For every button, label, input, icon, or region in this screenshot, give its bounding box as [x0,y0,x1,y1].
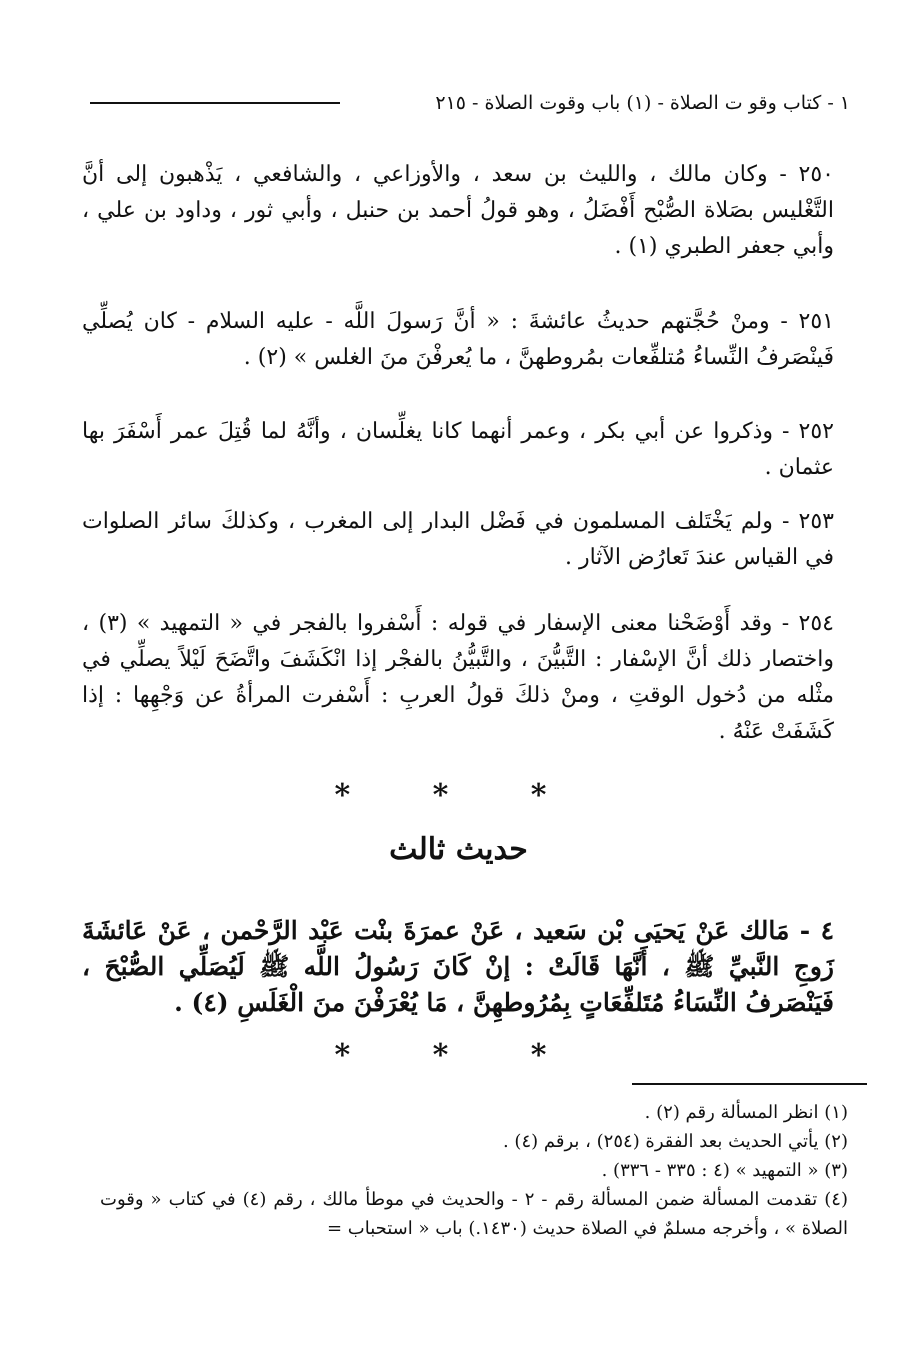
footnote-3: (٣) « التمهيد » (٤ : ٣٣٥ - ٣٣٦) . [601,1160,848,1181]
paragraph-250: ٢٥٠ - وكان مالك ، والليث بن سعد ، والأوزاعي ، والشافعي ، يَذْهبون إلى أنَّ التَّغْليس بصَلاة الصُّبْح أَفْضَلُ ، وهو قولُ أحمد بن حنبل ، وأبي ثور ، وداود بن علي ، وأبي جعفر الطبري (١) . [82,162,834,259]
header-rule [90,102,340,104]
section-separator-bottom: * * * [334,1038,583,1073]
header-title: ١ - كتاب وقو ت الصلاة - (١) باب وقوت الصلاة - ٢١٥ [435,92,850,114]
paragraph-253: ٢٥٣ - ولم يَخْتَلف المسلمون في فَضْل البدار إلى المغرب ، وكذلكَ سائر الصلوات في القياس عندَ تَعارُض الآثار . [82,509,834,570]
footnotes [100,1098,848,1243]
paragraph-251: ٢٥١ - ومنْ حُجَّتهم حديثُ عائشةَ : « أنَّ رَسولَ اللَّه - عليه السلام - كان يُصلِّي فَينْصَرفُ النِّساءُ مُتلفِّعات بمُروطهنَّ ، ما يُعرفْنَ منَ الغلس » (٢) . [82,309,834,370]
footnote-4: (٤) تقدمت المسألة ضمن المسألة رقم - ٢ - والحديث في موطأ مالك ، رقم (٤) في كتاب « وقوت الصلاة » ، وأخرجه مسلمٌ في الصلاة حديث (١٤٣٠.) باب « استحباب = [100,1189,848,1239]
paragraph-252: ٢٥٢ - وذكروا عن أبي بكر ، وعمر أنهما كانا يغلِّسان ، وأنَّهُ لما قُتِلَ عمر أَسْفَرَ بها عثمان . [82,419,834,480]
section-separator: * * * [334,778,583,813]
hadith-text: ٤ - مَالك عَنْ يَحيَى بْن سَعيد ، عَنْ عمرَةَ بنْت عَبْد الرَّحْمن ، عَنْ عَائشَةَ زَوجِ النَّبيِّ ﷺ ، أَنَّهَا قَالَتْ : إنْ كَانَ رَسُولُ اللَّه ﷺ لَيُصَلِّي الصُّبْحَ ، فَيَنْصَرفُ النِّسَاءُ مُتَلفِّعَاتٍ بِمُرُوطهِنَّ ، مَا يُعْرَفْنَ منَ الْغَلَسِ (٤) . [82,916,834,1017]
running-header [90,88,850,118]
paragraph-254: ٢٥٤ - وقد أَوْضَحْنا معنى الإسفار في قوله : أَسْفروا بالفجر في « التمهيد » (٣) ، واختصار ذلك أنَّ الإسْفار : التَّبيُّنَ ، والتَّبيُّنُ بالفجْر إذا انْكَشَفَ واتَّضَحَ لَيْلاً يصلِّي في مثْله من دُخول الوقتِ ، ومنْ ذلكَ قولُ العربِ : أَسْفرت المرأةُ عن وَجْهِها : إذا كَشَفَتْ عَنْهُ . [82,611,834,744]
footnote-1: (١) انظر المسألة رقم (٢) . [644,1102,848,1123]
footnote-rule [632,1083,867,1085]
footnote-2: (٢) يأتي الحديث بعد الفقرة (٢٥٤) ، برقم (٤) . [502,1131,848,1152]
section-title: حديث ثالث [389,832,528,867]
